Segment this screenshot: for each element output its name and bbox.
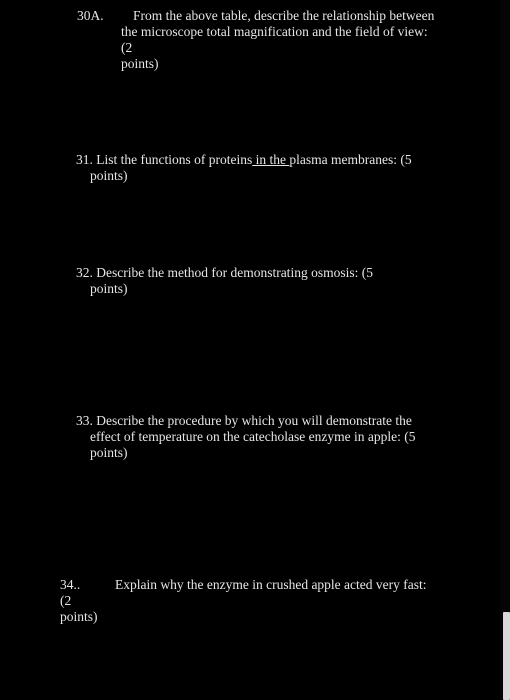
question-32	[76, 265, 373, 297]
scrollbar-track[interactable]	[500, 0, 510, 700]
scrollbar-thumb[interactable]	[503, 612, 510, 700]
question-31-underlined-text: in the	[252, 152, 290, 167]
question-30a-text	[121, 8, 434, 72]
question-31-line: points)	[90, 168, 128, 183]
question-30a-line: the microscope total magnification and the field of view:	[121, 24, 428, 39]
question-34-text: Explain why the enzyme in crushed apple acted very fast:	[115, 577, 427, 592]
question-33-line: 33. Describe the procedure by which you will demonstrate the	[76, 413, 412, 428]
question-30a-number: 30A.	[77, 8, 104, 23]
question-30a-line: (2	[121, 40, 133, 55]
question-34-points-line: (2	[60, 593, 72, 608]
question-34	[60, 577, 427, 625]
question-31-text-before: 31. List the functions of proteins	[76, 152, 253, 167]
question-33-line: points)	[90, 445, 128, 460]
question-34-points-line: points)	[60, 609, 98, 624]
question-33	[76, 413, 415, 461]
question-31-text-after: plasma membranes: (5	[289, 152, 412, 167]
question-33-line: effect of temperature on the catecholase enzyme in apple: (5	[90, 429, 416, 444]
question-30a-line: points)	[121, 56, 159, 71]
question-34-number: 34..	[60, 577, 81, 592]
question-31	[76, 152, 412, 184]
question-32-line: 32. Describe the method for demonstrating osmosis: (5	[76, 265, 373, 280]
question-31-line	[76, 152, 412, 168]
question-32-line: points)	[90, 281, 128, 296]
question-30a-line: From the above table, describe the relationship between	[133, 8, 435, 23]
